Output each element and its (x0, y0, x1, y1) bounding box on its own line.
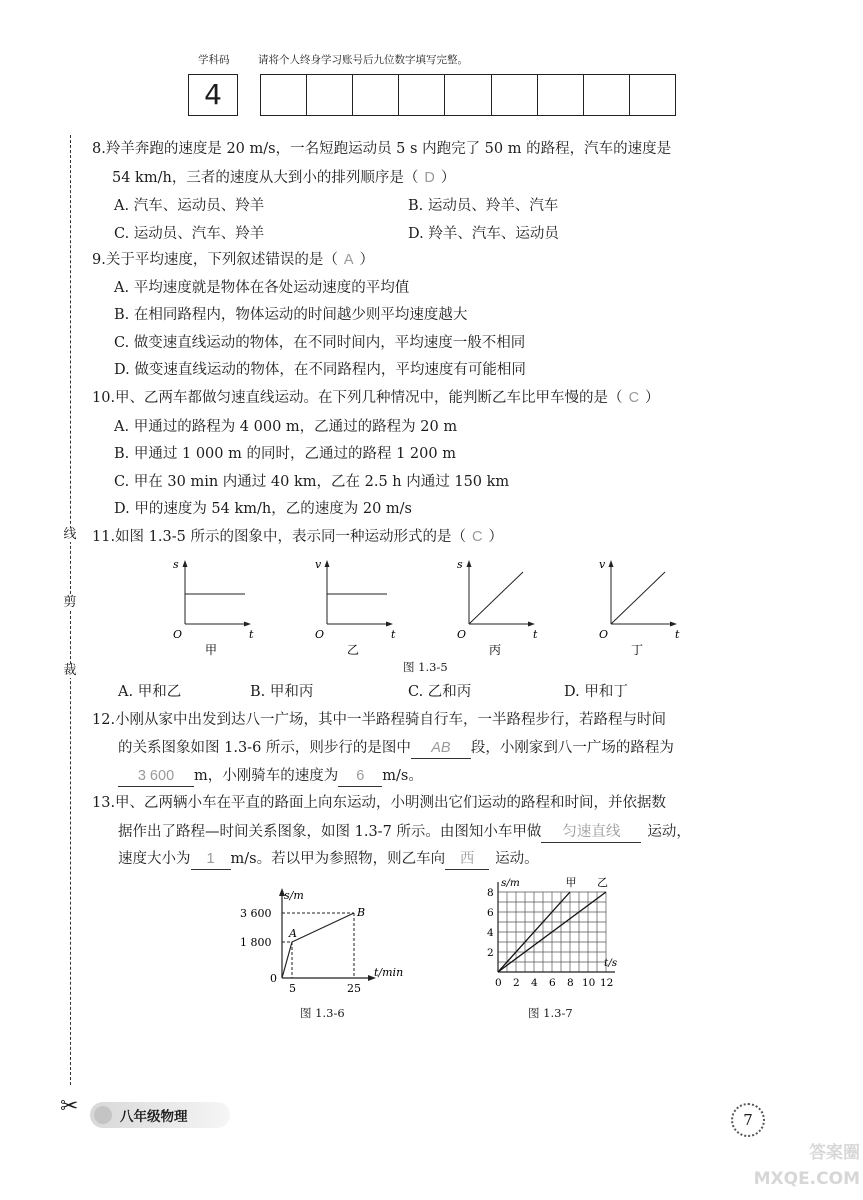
page-number: 7 (743, 1111, 753, 1129)
account-digit-box[interactable] (538, 74, 584, 116)
graph-xlabel: t (675, 628, 680, 641)
graph-name: 丁 (631, 643, 644, 657)
fig136-point-a: A (289, 927, 297, 940)
fig136-origin: 0 (270, 972, 277, 985)
account-digit-box[interactable] (353, 74, 399, 116)
fig137-caption: 图 1.3-7 (528, 1006, 573, 1020)
q8-line1: 8.羚羊奔跑的速度是 20 m/s，一名短跑运动员 5 s 内跑完了 50 m 的路程，汽车的速度是 (92, 141, 672, 157)
account-digit-box[interactable] (492, 74, 538, 116)
book-label-tab (90, 1102, 230, 1128)
fig135-caption: 图 1.3-5 (403, 660, 448, 674)
graph-xlabel: t (249, 628, 254, 641)
graph-origin: O (457, 628, 467, 641)
subject-code-label: 学科码 (198, 54, 230, 66)
q10-answer: C (628, 390, 640, 406)
graph-ylabel: v (599, 558, 606, 571)
q13-blank-motion: 匀速直线 (541, 822, 641, 843)
graph-xlabel: t (391, 628, 396, 641)
q12-blank-speed: 6 (338, 766, 382, 787)
book-label: 八年级物理 (120, 1109, 188, 1125)
graph-ylabel: s (173, 558, 179, 571)
q12-line3: 3 600 m，小刚骑车的速度为 6 m/s。 (118, 766, 423, 787)
q13-blank-direction: 西 (445, 849, 489, 870)
graph-origin: O (315, 628, 325, 641)
q9-option-c: C. 做变速直线运动的物体，在不同时间内，平均速度一般不相同 (114, 335, 526, 351)
graph-y-arrow (325, 560, 330, 567)
fig136-caption: 图 1.3-6 (300, 1006, 345, 1020)
graph-name: 乙 (347, 643, 360, 657)
subject-code-box (188, 74, 238, 116)
graph-y-arrow (467, 560, 472, 567)
scissors-icon: ✂ (60, 1094, 79, 1119)
fig136-ylabel: s/m (284, 889, 304, 902)
q9-option-a: A. 平均速度就是物体在各处运动速度的平均值 (114, 280, 410, 296)
q8-option-b: B. 运动员、羚羊、汽车 (408, 198, 559, 214)
page-number-badge (731, 1103, 765, 1137)
graph-x-arrow (386, 622, 393, 627)
q12-line1: 12.小刚从家中出发到达八一广场，其中一半路程骑自行车，一半路程步行，若路程与时间 (92, 712, 667, 728)
fig136-path (282, 913, 354, 978)
q8-option-c: C. 运动员、汽车、羚羊 (114, 226, 265, 242)
q10-option-c: C. 甲在 30 min 内通过 40 km，乙在 2.5 h 内通过 150 km (114, 474, 510, 490)
q10-option-a: A. 甲通过的路程为 4 000 m，乙通过的路程为 20 m (114, 419, 458, 435)
q10-option-b: B. 甲通过 1 000 m 的同时，乙通过的路程 1 200 m (114, 446, 456, 462)
q9-answer: A (343, 252, 354, 268)
cut-label-trim: 裁 (63, 663, 77, 678)
graph-ylabel: s (457, 558, 463, 571)
q11-stem: 11.如图 1.3-5 所示的图象中，表示同一种运动形式的是（ C ） (92, 529, 503, 545)
fig136-ytick-1800: 1 800 (240, 936, 272, 949)
q11-option-c: C. 乙和丙 (408, 684, 472, 700)
account-digit-box[interactable] (399, 74, 445, 116)
fig137-xtick: 4 (531, 977, 538, 989)
cut-label-cut: 剪 (63, 595, 77, 610)
fig137-ytick: 8 (487, 887, 494, 899)
q10-option-d: D. 甲的速度为 54 km/h，乙的速度为 20 m/s (114, 501, 412, 517)
q11-option-d: D. 甲和丁 (564, 684, 628, 700)
fig137-ytick: 6 (487, 907, 494, 919)
watermark: 答案圈 MXQE.COM (753, 1143, 860, 1189)
q9-stem: 9.关于平均速度，下列叙述错误的是（ A ） (92, 252, 375, 268)
q10-stem: 10.甲、乙两车都做匀速直线运动。在下列几种情况中，能判断乙车比甲车慢的是（ C ） (92, 390, 660, 406)
q9-option-d: D. 做变速直线运动的物体，在不同路程内，平均速度有可能相同 (114, 362, 526, 378)
fig137-ylabel: s/m (501, 877, 520, 889)
fig137-xtick: 2 (513, 977, 520, 989)
q8-option-a: A. 汽车、运动员、羚羊 (114, 198, 265, 214)
cut-line (70, 135, 71, 1085)
graph-diagonal-line (469, 572, 523, 624)
graph-xlabel: t (533, 628, 538, 641)
q13-line2: 据作出了路程—时间关系图象，如图 1.3-7 所示。由图知小车甲做 匀速直线 运动， (118, 822, 691, 843)
q11-answer: C (471, 529, 483, 545)
graph-diagonal-line (611, 572, 665, 624)
cut-label-line: 线 (63, 527, 77, 542)
graph-origin: O (173, 628, 183, 641)
fig137-xtick: 12 (600, 977, 614, 989)
graph-x-arrow (528, 622, 535, 627)
q13-line3: 速度大小为 1 m/s。若以甲为参照物，则乙车向 西 运动。 (118, 849, 539, 870)
fig137-xtick: 6 (549, 977, 556, 989)
fig137-series-label-jia: 甲 (565, 876, 577, 889)
q12-blank-distance: 3 600 (118, 766, 194, 787)
q8-answer: D (424, 170, 435, 186)
graph-x-arrow (670, 622, 677, 627)
account-digit-box[interactable] (630, 74, 676, 116)
figure-1-3-7 (478, 872, 628, 992)
fig136-point-b: B (357, 906, 366, 919)
fig137-xtick: 8 (567, 977, 574, 989)
fig136-xtick-25: 25 (347, 982, 361, 995)
account-number-boxes (260, 74, 676, 116)
q8-line2: 54 km/h，三者的速度从大到小的排列顺序是（ D ） (112, 170, 456, 186)
graph-y-arrow (609, 560, 614, 567)
q9-option-b: B. 在相同路程内，物体运动的时间越少则平均速度越大 (114, 307, 468, 323)
q12-blank-segment: AB (411, 738, 471, 759)
q8-option-d: D. 羚羊、汽车、运动员 (408, 226, 559, 242)
fig136-xlabel: t/min (374, 966, 404, 979)
fig137-xlabel: t/s (604, 957, 618, 969)
fig137-xtick: 10 (582, 977, 596, 989)
fig136-ytick-3600: 3 600 (240, 907, 272, 920)
subject-code-value: 4 (204, 78, 222, 111)
q11-option-b: B. 甲和丙 (250, 684, 314, 700)
q11-option-a: A. 甲和乙 (118, 684, 182, 700)
q12-line2: 的关系图象如图 1.3-6 所示，则步行的是图中 AB 段，小刚家到八一广场的路程为 (118, 738, 674, 759)
graph-ylabel: v (315, 558, 322, 571)
fig137-ytick: 4 (487, 927, 494, 939)
account-digit-box[interactable] (307, 74, 353, 116)
q13-blank-speed: 1 (191, 849, 231, 870)
fig137-series-label-yi: 乙 (597, 876, 608, 889)
graph-origin: O (599, 628, 609, 641)
account-digit-box[interactable] (584, 74, 630, 116)
fig137-ytick: 2 (487, 947, 494, 959)
graph-name: 甲 (205, 643, 218, 657)
fig137-xtick: 0 (495, 977, 502, 989)
fig136-xtick-5: 5 (289, 982, 296, 995)
graph-name: 丙 (489, 643, 502, 657)
book-badge-icon (94, 1106, 112, 1124)
graph-x-arrow (244, 622, 251, 627)
q13-line1: 13.甲、乙两辆小车在平直的路面上向东运动，小明测出它们运动的路程和时间，并依据数 (92, 795, 667, 811)
graph-y-arrow (183, 560, 188, 567)
figure-1-3-6 (236, 886, 416, 998)
account-digit-box[interactable] (260, 74, 307, 116)
account-digit-box[interactable] (445, 74, 491, 116)
account-instruction: 请将个人终身学习账号后九位数字填写完整。 (258, 54, 468, 66)
